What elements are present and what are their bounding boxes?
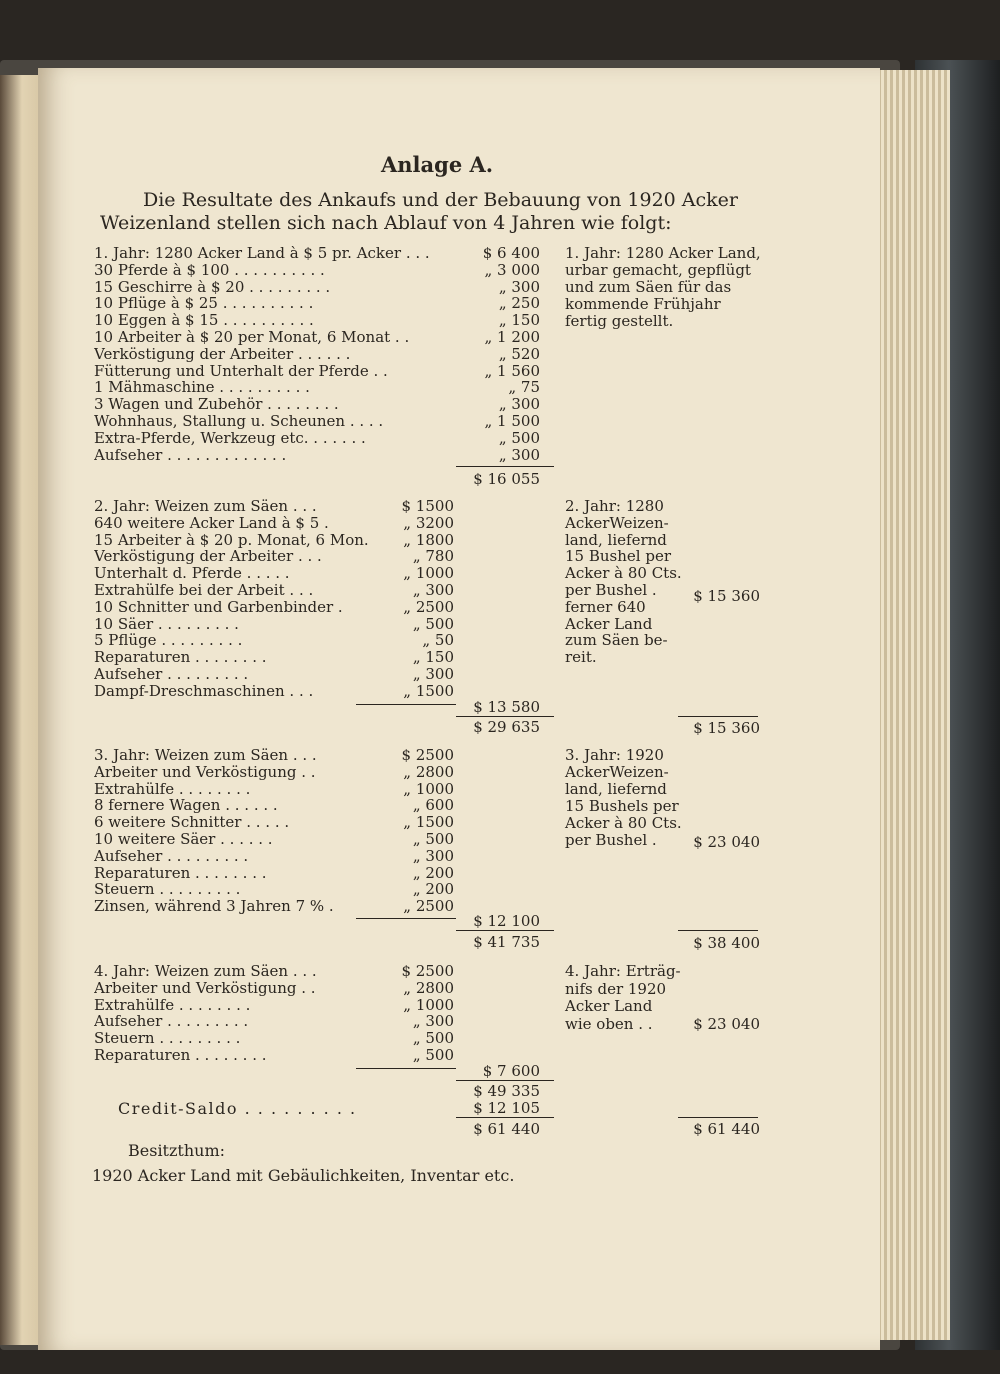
year-4-subtotal: $ 7 600 xyxy=(482,1062,540,1080)
year-4-items-rule xyxy=(356,1068,456,1069)
ledger-item-label: Arbeiter und Verköstigung . . xyxy=(94,980,316,996)
year-2-total: $ 29 635 xyxy=(473,718,540,736)
ledger-item-amount: „ 50 xyxy=(422,631,454,650)
ledger-item-amount: „ 500 xyxy=(412,614,454,633)
ledger-item-amount: „ 1500 xyxy=(403,813,454,832)
ledger-item-label: 1 Mähmaschine . . . . . . . . . . xyxy=(94,380,310,396)
ledger-item-amount: „ 1800 xyxy=(403,530,454,549)
ledger-item-label: 5 Pflüge . . . . . . . . . xyxy=(94,633,243,649)
ledger-item-amount: „ 150 xyxy=(412,648,454,667)
ledger-item-amount: „ 200 xyxy=(412,863,454,882)
ledger-item-label: 10 Arbeiter à $ 20 per Monat, 6 Monat . . xyxy=(94,330,410,345)
note-line: Acker à 80 Cts. xyxy=(565,814,682,832)
ledger-item-amount: „ 500 xyxy=(412,830,454,848)
ledger-item-amount: „ 1000 xyxy=(403,779,454,798)
ledger-item-amount: „ 780 xyxy=(412,547,454,566)
year-2-subtotal-rule xyxy=(456,716,554,717)
ledger-item-label: Arbeiter und Verköstigung . . xyxy=(94,764,316,780)
ledger-item-amount: „ 300 xyxy=(498,395,540,414)
ledger-item-label: Unterhalt d. Pferde . . . . . xyxy=(94,566,290,582)
note-line: fertig gestellt. xyxy=(565,312,674,330)
year-4-total: $ 49 335 xyxy=(473,1082,540,1100)
note-line: Acker Land xyxy=(565,997,653,1016)
ledger-item-amount: „ 1 500 xyxy=(484,412,540,430)
year-2-note-total: $ 15 360 xyxy=(693,719,760,737)
intro-line-1: Die Resultate des Ankaufs und der Bebauung von 1920 Acker xyxy=(143,189,739,211)
ledger-item-amount: „ 200 xyxy=(412,880,454,899)
year-3-total: $ 41 735 xyxy=(473,933,540,951)
ledger-item-amount: „ 1000 xyxy=(403,564,454,583)
page-heading: Anlage A. xyxy=(381,152,494,177)
left-page-edge xyxy=(0,75,40,1345)
year-2-subtotal: $ 13 580 xyxy=(473,698,540,716)
ledger-item-amount: „ 2500 xyxy=(403,897,454,916)
ledger-item-amount: „ 1 200 xyxy=(484,328,540,346)
ledger-item-amount: „ 150 xyxy=(498,311,540,330)
year-1-total-rule xyxy=(456,466,554,467)
note-line: und zum Säen für das xyxy=(565,278,732,296)
ledger-item-label: Verköstigung der Arbeiter . . . xyxy=(94,549,322,565)
ledger-item-label: Dampf-Dreschmaschinen . . . xyxy=(94,683,314,699)
note-line: 2. Jahr: 1280 xyxy=(565,497,664,515)
note-line: AckerWeizen- xyxy=(565,763,669,781)
ledger-item-label: Aufseher . . . . . . . . . xyxy=(94,848,249,864)
ledger-item-label: 640 weitere Acker Land à $ 5 . xyxy=(94,515,329,531)
ledger-item-label: Steuern . . . . . . . . . xyxy=(94,1031,241,1047)
ledger-item-amount: „ 1000 xyxy=(403,995,454,1014)
ledger-item-amount: „ 300 xyxy=(412,665,454,683)
grand-total-left: $ 61 440 xyxy=(473,1120,540,1138)
ledger-item-label: Aufseher . . . . . . . . . . . . . xyxy=(94,447,287,463)
year-2-note-rule xyxy=(678,716,758,717)
ledger-item-label: Extra-Pferde, Werkzeug etc. . . . . . . xyxy=(94,430,366,446)
ledger-item-label: Zinsen, während 3 Jahren 7 % . xyxy=(94,899,334,915)
ledger-item-label: 15 Arbeiter à $ 20 p. Monat, 6 Mon. xyxy=(94,532,369,548)
ledger-item-amount: „ 300 xyxy=(498,277,540,296)
ledger-item-label: Verköstigung der Arbeiter . . . . . . xyxy=(94,346,351,362)
note-line: zum Säen be- xyxy=(565,631,668,650)
book-page xyxy=(38,68,880,1350)
ledger-item-amount: „ 500 xyxy=(412,1029,454,1048)
ledger-item-label: Aufseher . . . . . . . . . xyxy=(94,667,249,682)
ledger-item-label: 6 weitere Schnitter . . . . . xyxy=(94,815,290,831)
grand-total-right: $ 61 440 xyxy=(693,1120,760,1138)
ledger-item-label: 30 Pferde à $ 100 . . . . . . . . . . xyxy=(94,262,325,278)
note-line: land, liefernd xyxy=(565,780,667,798)
ledger-item-label: 3. Jahr: Weizen zum Säen . . . xyxy=(94,748,317,763)
note-line: land, liefernd xyxy=(565,530,667,549)
note-line: 15 Bushels per xyxy=(565,797,679,815)
ledger-item-amount: „ 2800 xyxy=(403,762,454,781)
note-line: 4. Jahr: Erträg- xyxy=(565,962,681,980)
credit-saldo-label: Credit-Saldo . . . . . . . . . xyxy=(118,1099,357,1118)
ledger-item-label: Fütterung und Unterhalt der Pferde . . xyxy=(94,363,388,379)
year-3-note-total: $ 38 400 xyxy=(693,934,760,952)
ledger-item-amount: $ 6 400 xyxy=(482,244,540,262)
ledger-item-amount: „ 2500 xyxy=(403,597,454,616)
ledger-item-amount: „ 600 xyxy=(412,796,454,815)
ledger-item-label: Aufseher . . . . . . . . . xyxy=(94,1014,249,1030)
note-line: 1. Jahr: 1280 Acker Land, xyxy=(565,244,761,262)
ledger-item-label: 10 Pflüge à $ 25 . . . . . . . . . . xyxy=(94,296,314,312)
note-line: reit. xyxy=(565,648,597,667)
ledger-item-amount: $ 2500 xyxy=(401,746,454,764)
note-line: per Bushel . xyxy=(565,831,657,849)
ledger-item-amount: „ 300 xyxy=(412,581,454,599)
ledger-item-amount: $ 1500 xyxy=(401,497,454,515)
note-line: 3. Jahr: 1920 xyxy=(565,746,664,764)
ledger-item-amount: $ 2500 xyxy=(401,962,454,980)
note-line: Acker Land xyxy=(565,614,653,633)
ledger-item-amount: „ 2800 xyxy=(403,978,454,997)
ledger-item-label: Steuern . . . . . . . . . xyxy=(94,882,241,898)
note-line: Acker à 80 Cts. xyxy=(565,564,682,583)
year-3-items-rule xyxy=(356,918,456,919)
ledger-item-amount: „ 300 xyxy=(412,1012,454,1031)
besitz-text: 1920 Acker Land mit Gebäulichkeiten, Inventar etc. xyxy=(92,1166,515,1185)
ledger-item-amount: „ 300 xyxy=(412,846,454,865)
credit-saldo-amount: $ 12 105 xyxy=(473,1099,540,1117)
ledger-item-amount: „ 1 560 xyxy=(484,361,540,380)
ledger-item-label: Extrahülfe . . . . . . . . xyxy=(94,997,251,1013)
year-3-subtotal-rule xyxy=(456,930,554,931)
note-line: 15 Bushel per xyxy=(565,547,671,566)
year-2-items-rule xyxy=(356,704,456,705)
ledger-item-label: 8 fernere Wagen . . . . . . xyxy=(94,798,278,814)
note-line: ferner 640 xyxy=(565,597,646,616)
ledger-item-amount: „ 500 xyxy=(412,1046,454,1064)
year-3-subtotal: $ 12 100 xyxy=(473,912,540,930)
note-line: urbar gemacht, gepflügt xyxy=(565,261,751,279)
ledger-item-label: 2. Jahr: Weizen zum Säen . . . xyxy=(94,499,317,514)
grand-total-right-rule xyxy=(678,1117,758,1118)
ledger-item-amount: „ 500 xyxy=(498,428,540,447)
note-line: nifs der 1920 xyxy=(565,979,667,998)
besitz-title: Besitzthum: xyxy=(128,1141,226,1160)
ledger-item-label: 1. Jahr: 1280 Acker Land à $ 5 pr. Acker . . . xyxy=(94,246,430,261)
intro-line-2: Weizenland stellen sich nach Ablauf von 4 Jahren wie folgt: xyxy=(100,212,672,234)
year-4-subtotal-rule xyxy=(456,1080,554,1081)
ledger-item-label: Extrahülfe . . . . . . . . xyxy=(94,781,251,797)
ledger-item-label: Extrahülfe bei der Arbeit . . . xyxy=(94,583,314,598)
year-3-note-rule xyxy=(678,930,758,931)
ledger-item-label: 10 Schnitter und Garbenbinder . xyxy=(94,599,343,615)
ledger-item-amount: „ 1500 xyxy=(403,681,454,700)
ledger-item-amount: „ 75 xyxy=(508,378,540,397)
ledger-item-amount: „ 520 xyxy=(498,344,540,363)
ledger-item-amount: „ 3200 xyxy=(403,513,454,532)
ledger-item-label: 3 Wagen und Zubehör . . . . . . . . xyxy=(94,397,339,413)
ledger-item-label: 15 Geschirre à $ 20 . . . . . . . . . xyxy=(94,279,331,295)
year-3-note-amount: $ 23 040 xyxy=(693,833,760,851)
year-4-note-amount: $ 23 040 xyxy=(693,1015,760,1033)
grand-total-left-rule xyxy=(456,1117,554,1118)
ledger-item-amount: „ 250 xyxy=(498,294,540,313)
year-2-note-amount: $ 15 360 xyxy=(693,587,760,605)
ledger-item-label: 4. Jahr: Weizen zum Säen . . . xyxy=(94,964,317,979)
ledger-item-label: Reparaturen . . . . . . . . xyxy=(94,1048,267,1063)
ledger-item-amount: „ 3 000 xyxy=(484,260,540,279)
note-line: AckerWeizen- xyxy=(565,513,669,532)
ledger-item-label: Wohnhaus, Stallung u. Scheunen . . . . xyxy=(94,414,384,429)
ledger-item-label: Reparaturen . . . . . . . . xyxy=(94,650,267,666)
year-1-total: $ 16 055 xyxy=(473,470,540,488)
note-line: wie oben . . xyxy=(565,1014,653,1033)
ledger-item-label: Reparaturen . . . . . . . . xyxy=(94,865,267,881)
note-line: kommende Frühjahr xyxy=(565,295,721,313)
note-line: per Bushel . xyxy=(565,581,657,599)
ledger-item-amount: „ 300 xyxy=(498,445,540,464)
ledger-item-label: 10 Eggen à $ 15 . . . . . . . . . . xyxy=(94,313,314,329)
ledger-item-label: 10 Säer . . . . . . . . . xyxy=(94,616,239,632)
ledger-item-label: 10 weitere Säer . . . . . . xyxy=(94,832,273,847)
